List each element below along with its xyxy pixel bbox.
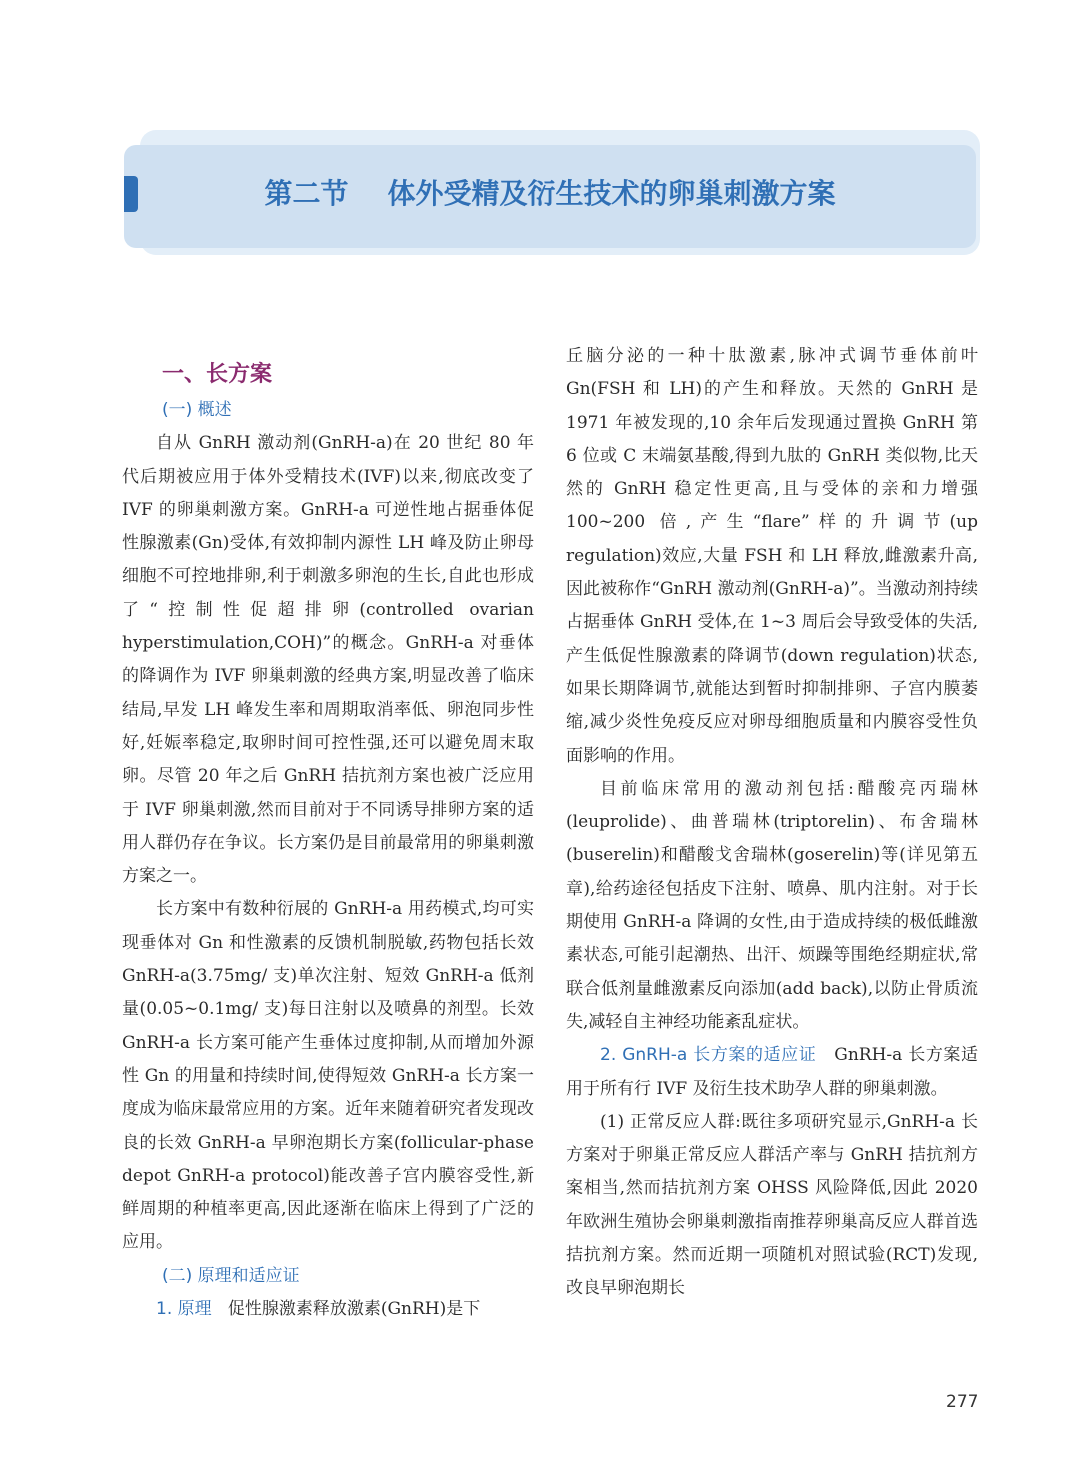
section-heading: 第二节 体外受精及衍生技术的卵巢刺激方案 bbox=[264, 177, 836, 210]
inline-heading: 1. 原理 bbox=[156, 1299, 212, 1320]
paragraph bbox=[122, 1293, 534, 1326]
paragraph: 长方案中有数种衍展的 GnRH-a 用药模式,均可实现垂体对 Gn 和性激素的反馈机制脱敏,药物包括长效 GnRH-a(3.75mg/ 支)单次注射、短效 GnRH-a 低剂量(0.05~0.1mg/ 支)每日注射以及喷鼻的剂型。长效 GnRH-a 长方案可能产生垂体过度抑制,从而增加外源性 Gn 的用量和持续时间,使得短效 GnRH-a 长方案一度成为临床最常应用的方案。近年来随着研究者发现改良的长效 GnRH-a 早卵泡期长方案(follicular-phase depot GnRH-a protocol)能改善子宫内膜容受性,新鲜周期的种植率更高,因此逐渐在临床上得到了广泛的应用。 bbox=[122, 899, 534, 1253]
paragraph bbox=[566, 1039, 978, 1106]
paragraph-text: 促性腺激素释放激素(GnRH)是下 bbox=[227, 1299, 481, 1320]
subsection-title-principle: (二) 原理和适应证 bbox=[162, 1265, 300, 1286]
section-title: 一、长方案 bbox=[162, 362, 273, 387]
page-number: 277 bbox=[946, 1392, 979, 1412]
right-column bbox=[566, 340, 978, 1306]
inline-heading: 2. GnRH-a 长方案的适应证 bbox=[600, 1045, 817, 1066]
paragraph: 丘脑分泌的一种十肽激素,脉冲式调节垂体前叶 Gn(FSH 和 LH)的产生和释放。天然的 GnRH 是 1971 年被发现的,10 余年后发现通过置换 GnRH 第 6 位或 C 末端氨基酸,得到九肽的 GnRH 类似物,比天然的 GnRH 稳定性更高,且与受体的亲和力增强 100~200 倍,产生“flare”样的升调节(up regulation)效应,大量 FSH 和 LH 释放,雌激素升高,因此被称作“GnRH 激动剂(GnRH-a)”。当激动剂持续占据垂体 GnRH 受体,在 1~3 周后会导致受体的失活,产生低促性腺激素的降调节(down regulation)状态,如果长期降调节,就能达到暂时抑制排卵、子宫内膜萎缩,减少炎性免疫反应对卵母细胞质量和内膜容受性负面影响的作用。 bbox=[566, 346, 978, 766]
subsection-title-overview: (一) 概述 bbox=[162, 400, 232, 420]
paragraph: (1) 正常反应人群:既往多项研究显示,GnRH-a 长方案对于卵巢正常反应人群活产率与 GnRH 拮抗剂方案相当,然而拮抗剂方案 OHSS 风险降低,因此 2020 年欧洲生殖协会卵巢刺激指南推荐卵巢高反应人群首选拮抗剂方案。然而近期一项随机对照试验(RCT)发现,改良早卵泡期长 bbox=[566, 1111, 978, 1299]
paragraph: 目前临床常用的激动剂包括:醋酸亮丙瑞林(leuprolide)、曲普瑞林(triptorelin)、布舍瑞林(buserelin)和醋酸戈舍瑞林(goserelin)等(详见第五章),给药途径包括皮下注射、喷鼻、肌内注射。对于长期使用 GnRH-a 降调的女性,由于造成持续的极低雌激素状态,可能引起潮热、出汗、烦躁等围绝经期症状,常联合低剂量雌激素反向添加(add back),以防止骨质流失,减轻自主神经功能紊乱症状。 bbox=[566, 778, 978, 1032]
paragraph: 自从 GnRH 激动剂(GnRH-a)在 20 世纪 80 年代后期被应用于体外受精技术(IVF)以来,彻底改变了 IVF 的卵巢刺激方案。GnRH-a 可逆性地占据垂体促性腺激素(Gn)受体,有效抑制内源性 LH 峰及防止卵母细胞不可控地排卵,利于刺激多卵泡的生长,自此也形成了“控制性促超排卵(controlled ovarian hyperstimulation,COH)”的概念。GnRH-a 对垂体的降调作为 IVF 卵巢刺激的经典方案,明显改善了临床结局,早发 LH 峰发生率和周期取消率低、卵泡同步性好,妊娠率稳定,取卵时间可控性强,还可以避免周末取卵。尽管 20 年之后 GnRH 拮抗剂方案也被广泛应用于 IVF 卵巢刺激,然而目前对于不同诱导排卵方案的适用人群仍存在争议。长方案仍是目前最常用的卵巢刺激方案之一。 bbox=[122, 433, 534, 887]
left-column bbox=[122, 340, 534, 1326]
paragraph-text: GnRH-a 长方案适用于所有行 IVF 及衍生技术助孕人群的卵巢刺激。 bbox=[566, 1045, 979, 1099]
